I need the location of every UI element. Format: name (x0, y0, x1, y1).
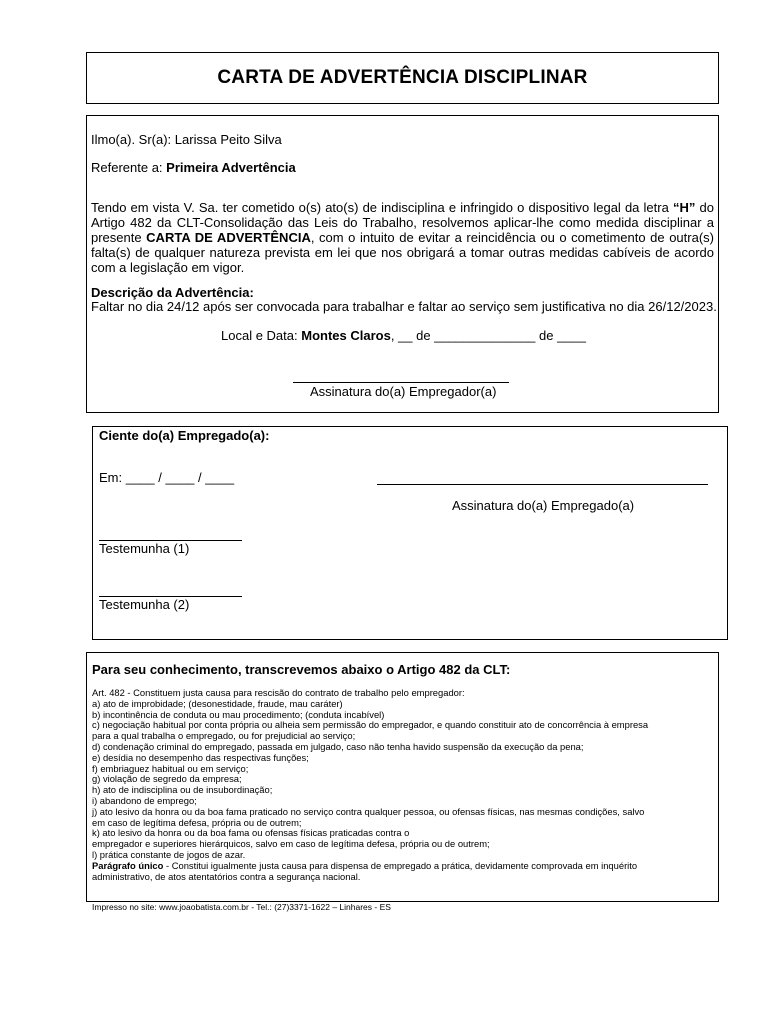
witness1-label: Testemunha (1) (99, 541, 190, 556)
letter-section (86, 115, 719, 413)
law-line: b) incontinência de conduta ou mau procedimento; (conduta incabível) (92, 708, 385, 720)
place-date-line (221, 328, 586, 343)
reference-line (91, 160, 296, 175)
law-line: h) ato de indisciplina ou de insubordinação; (92, 784, 273, 796)
recipient-line (91, 132, 282, 147)
law-line: j) ato lesivo da honra ou da boa fama praticado no serviço contra qualquer pessoa, ou ofensas físicas, nas mesmas condições, salvo (92, 805, 645, 817)
place-date-rest: , __ de ______________ de ____ (390, 328, 587, 343)
place-city: Montes Claros (301, 328, 391, 343)
law-line: a) ato de improbidade; (desonestidade, fraude, mau caráter) (92, 697, 343, 709)
reference-prefix: Referente a: (91, 160, 163, 175)
employee-signature-line (377, 484, 708, 485)
law-line: em caso de legítima defesa, própria ou de outrem; (92, 816, 302, 828)
document-title: CARTA DE ADVERTÊNCIA DISCIPLINAR (217, 67, 588, 88)
acknowledgement-section (92, 426, 728, 640)
acknowledgement-heading: Ciente do(a) Empregado(a): (99, 428, 270, 443)
body-line-4: falta(s) de qualquer natureza prevista em lei que nos obrigará a tomar outras medidas cabíveis de acordo (91, 245, 714, 260)
description-heading: Descrição da Advertência: (91, 285, 254, 300)
law-line: c) negociação habitual por conta própria ou alheia sem permissão do empregador, e quando constituir ato de concorrência à empresa (92, 719, 649, 731)
law-line: l) prática constante de jogos de azar. (92, 849, 246, 860)
law-line: empregador e superiores hierárquicos, salvo em caso de legítima defesa, própria ou de outrem; (92, 838, 490, 850)
law-line: e) desídia no desempenho das respectivas funções; (92, 751, 309, 763)
law-line: Art. 482 - Constituem justa causa para rescisão do contrato de trabalho pelo empregador: (92, 687, 465, 698)
employer-signature-label: Assinatura do(a) Empregador(a) (310, 384, 497, 399)
body-line-3: presente CARTA DE ADVERTÊNCIA, com o intuito de evitar a reincidência ou o cometimento de outra(s) (91, 230, 714, 245)
law-heading: Para seu conhecimento, transcrevemos abaixo o Artigo 482 da CLT: (92, 662, 511, 677)
footer-text: Impresso no site: www.joaobatista.com.br - Tel.: (27)3371-1622 – Linhares - ES (92, 902, 391, 912)
sole-paragraph-label: Parágrafo único (92, 859, 164, 871)
employer-signature-line (293, 382, 509, 383)
letter-body (91, 200, 714, 275)
sole-paragraph-line-2: administrativo, de atos atentatórios contra a segurança nacional. (92, 870, 361, 882)
law-line: k) ato lesivo da honra ou da boa fama ou ofensas físicas praticadas contra o (92, 827, 410, 839)
sole-paragraph-line-1: Parágrafo único - Constitui igualmente justa causa para dispensa de empregado a prática, devidamente comprovada em inquérito (92, 859, 638, 871)
title-box (86, 52, 719, 104)
law-line: para a qual trabalha o empregado, ou for prejudicial ao serviço; (92, 730, 356, 742)
reference-value: Primeira Advertência (166, 160, 296, 175)
recipient-prefix: Ilmo(a). Sr(a): (91, 132, 172, 147)
employee-signature-label: Assinatura do(a) Empregado(a) (452, 498, 635, 513)
law-line: g) violação de segredo da empresa; (92, 773, 242, 785)
law-line: f) embriaguez habitual ou em serviço; (92, 762, 249, 774)
place-date-prefix: Local e Data: (221, 328, 298, 343)
law-section (86, 652, 719, 902)
ack-date-line: Em: ____ / ____ / ____ (99, 470, 235, 485)
witness2-label: Testemunha (2) (99, 597, 190, 612)
description-text: Faltar no dia 24/12 após ser convocada para trabalhar e faltar ao serviço sem justificativa no dia 26/12/2023. (91, 299, 717, 314)
body-line-2: Artigo 482 da CLT-Consolidação das Leis do Trabalho, resolvemos aplicar-lhe como medida disciplinar a (91, 215, 714, 230)
recipient-name: Larissa Peito Silva (174, 132, 282, 147)
body-line-5: com a legislação em vigor. (91, 260, 245, 275)
body-line-1: Tendo em vista V. Sa. ter cometido o(s) ato(s) de indisciplina e infringido o dispositivo legal da letra “H” do (91, 200, 714, 215)
law-line: d) condenação criminal do empregado, passada em julgado, caso não tenha havido suspensão da execução da pena; (92, 741, 584, 752)
law-line: i) abandono de emprego; (92, 795, 197, 806)
